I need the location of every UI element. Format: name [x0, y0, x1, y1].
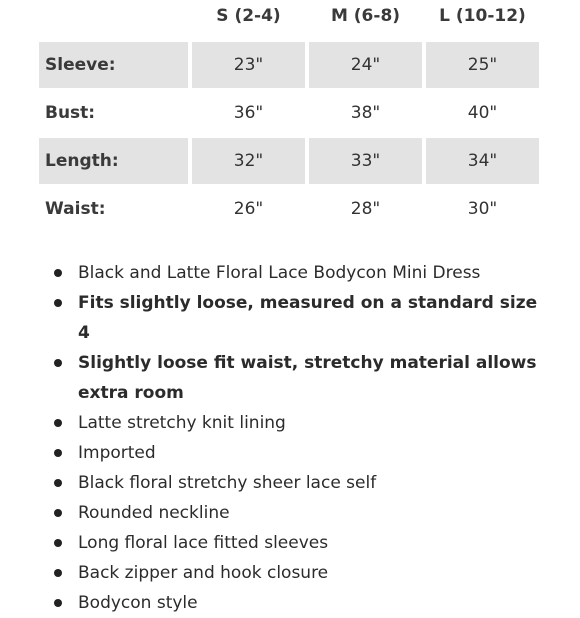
- detail-text: Slightly loose fit waist, stretchy material allows extra room: [78, 353, 537, 403]
- detail-item: [52, 348, 552, 408]
- detail-item: [52, 258, 552, 288]
- size-value: 38": [350, 103, 381, 123]
- row-label: Sleeve:: [39, 42, 188, 88]
- detail-text: Black floral stretchy sheer lace self: [78, 473, 377, 493]
- bullet-dot-icon: [54, 449, 62, 457]
- size-value: 25": [426, 42, 539, 88]
- size-value: 24": [309, 42, 422, 88]
- detail-item: [52, 288, 552, 348]
- detail-item: [52, 528, 552, 558]
- size-header-medium: M (6-8): [330, 6, 401, 26]
- detail-text: Rounded neckline: [78, 503, 230, 523]
- detail-item: [52, 558, 552, 588]
- detail-item: [52, 438, 552, 468]
- bullet-dot-icon: [54, 569, 62, 577]
- row-label: Bust:: [45, 103, 96, 123]
- bullet-dot-icon: [54, 479, 62, 487]
- size-value: 34": [426, 138, 539, 184]
- size-value: 23": [192, 42, 305, 88]
- detail-text: Latte stretchy knit lining: [78, 413, 286, 433]
- bullet-dot-icon: [54, 509, 62, 517]
- size-chart-header-row: [39, 0, 541, 38]
- bullet-dot-icon: [54, 539, 62, 547]
- bullet-dot-icon: [54, 599, 62, 607]
- size-value: 30": [467, 199, 498, 219]
- row-label: Length:: [39, 138, 188, 184]
- bullet-dot-icon: [54, 419, 62, 427]
- size-value: 33": [309, 138, 422, 184]
- bullet-dot-icon: [54, 359, 62, 367]
- size-chart-row-length: [39, 138, 541, 184]
- bullet-dot-icon: [54, 299, 62, 307]
- size-chart-corner-cell: [39, 0, 188, 38]
- detail-text: Long floral lace fitted sleeves: [78, 533, 329, 553]
- size-value: 26": [233, 199, 264, 219]
- detail-item: [52, 588, 552, 618]
- detail-item: [52, 468, 552, 498]
- detail-text: Bodycon style: [78, 593, 198, 613]
- bullet-dot-icon: [54, 269, 62, 277]
- size-value: 36": [233, 103, 264, 123]
- size-header-small: S (2-4): [216, 6, 281, 26]
- size-chart-table: [39, 0, 541, 234]
- detail-item: [52, 408, 552, 438]
- size-value: 40": [467, 103, 498, 123]
- size-chart-row-sleeve: [39, 42, 541, 88]
- row-label: Waist:: [45, 199, 106, 219]
- detail-text: Back zipper and hook closure: [78, 563, 329, 583]
- detail-text: Imported: [78, 443, 156, 463]
- size-chart-row-waist: [39, 186, 541, 232]
- size-chart-row-bust: [39, 90, 541, 136]
- product-details-list: [52, 258, 552, 618]
- size-value: 28": [350, 199, 381, 219]
- size-header-large: L (10-12): [439, 6, 526, 26]
- detail-text: Fits slightly loose, measured on a standard size 4: [78, 293, 538, 343]
- size-value: 32": [192, 138, 305, 184]
- detail-item: [52, 498, 552, 528]
- detail-text: Black and Latte Floral Lace Bodycon Mini Dress: [78, 263, 481, 283]
